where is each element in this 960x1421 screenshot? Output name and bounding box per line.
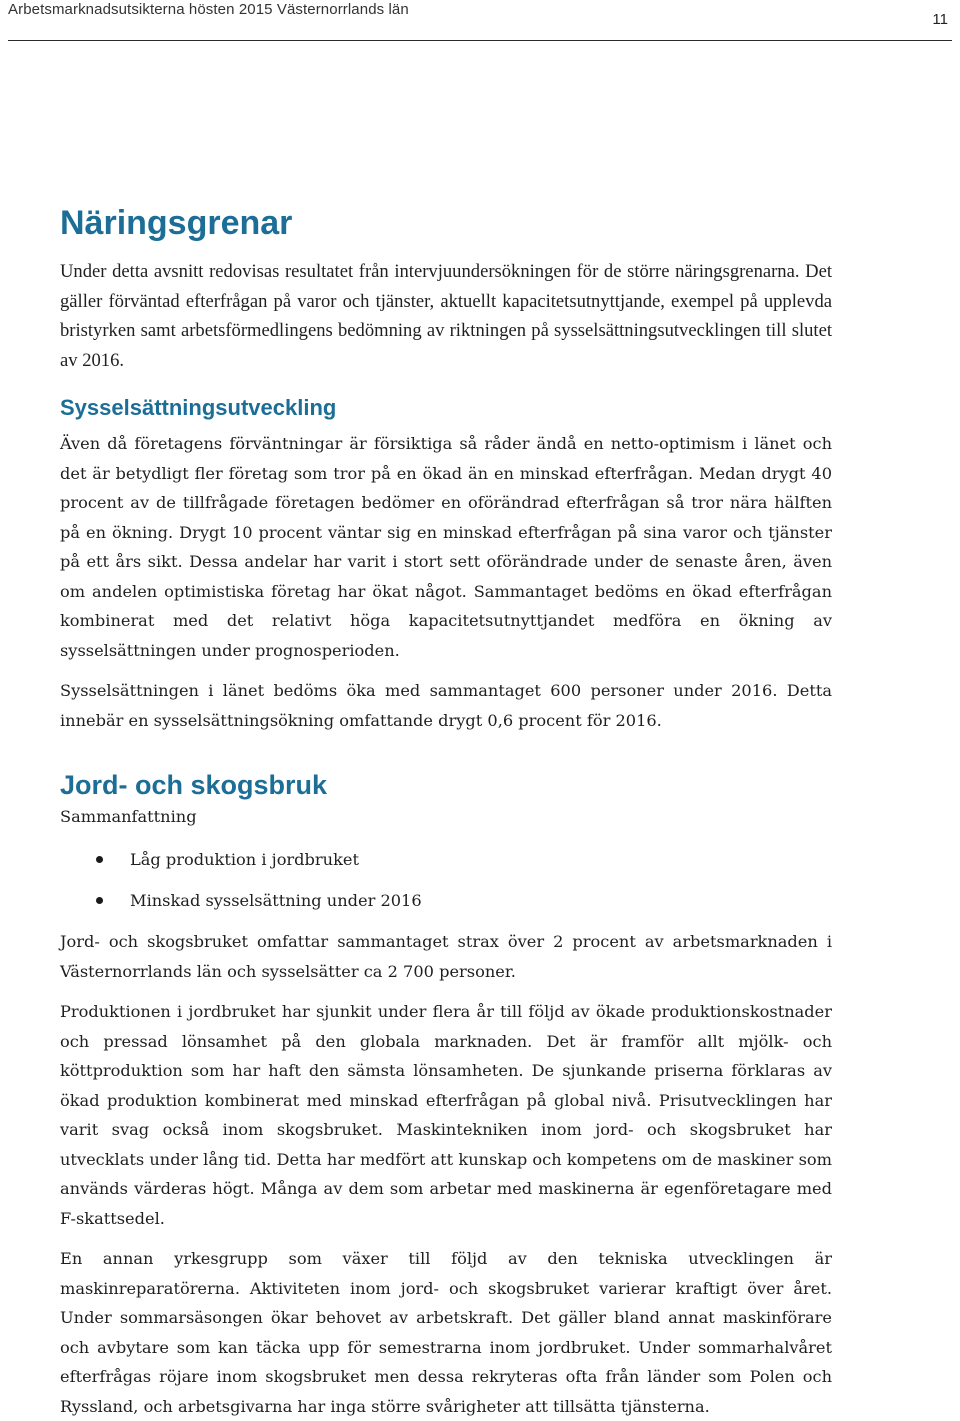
- summary-bullet-list: [60, 845, 832, 915]
- bullet-item: [60, 845, 832, 874]
- employment-heading: Sysselsättningsutveckling: [60, 395, 337, 420]
- running-header: [8, 0, 952, 41]
- bullet-item: [60, 886, 832, 915]
- page-content: [60, 198, 832, 1421]
- intro-paragraph: Under detta avsnitt redovisas resultatet från intervjuundersökningen för de större näringsgrenarna. Det gäller förväntad efterfrågan på varor och tjänster, aktuellt kapacitetsutnyttjande, exempel på upplevda bristyrken samt arbetsförmedlingens bedömning av riktningen på sysselsättningsutvecklingen till slutet av 2016.: [60, 261, 832, 371]
- agriculture-heading: Jord- och skogsbruk: [60, 770, 328, 800]
- agriculture-production-paragraph: Produktionen i jordbruket har sjunkit under flera år till följd av ökade produktionskostnader och pressad lönsamhet på den globala marknaden. Det är framför allt mjölk- och köttproduktion som har haft den sämsta lönsamheten. De sjunkande priserna förklaras av ökad produktion kombinerat med minskad efterfrågan på global nivå. Prisutvecklingen har varit svag också inom skogsbruket. Maskintekniken inom jord- och skogsbruket har utvecklats under lång tid. Detta har medfört att kunskap och kompetens om de maskiner som används värderas högt. Många av dem som arbetar med maskinerna är egenföretagare med F-skattsedel.: [60, 1002, 832, 1228]
- bullet-icon: [96, 897, 103, 904]
- agriculture-overview-paragraph: Jord- och skogsbruket omfattar sammantaget strax över 2 procent av arbetsmarknaden i Västernorrlands län och sysselsätter ca 2 700 personer.: [60, 932, 832, 981]
- page-number: 11: [932, 11, 948, 28]
- running-title: Arbetsmarknadsutsikterna hösten 2015 Västernorrlands län: [8, 1, 409, 18]
- employment-forecast-paragraph: Sysselsättningen i länet bedöms öka med sammantaget 600 personer under 2016. Detta innebär en sysselsättningsökning omfattande drygt 0,6 procent för 2016.: [60, 681, 832, 730]
- employment-paragraph: Även då företagens förväntningar är försiktiga så råder ändå en netto-optimism i länet och det är betydligt fler företag som tror på en ökad än en minskad efterfrågan. Medan drygt 40 procent av de tillfrågade företagen bedömer en oförändrad efterfrågan så tror nära hälften på en ökning. Drygt 10 procent väntar sig en minskad efterfrågan på sina varor och tjänster på ett års sikt. Dessa andelar har varit i stort sett oförändrade under de senaste åren, även om andelen optimistiska företag har ökat något. Sammantaget bedöms en ökad efterfrågan kombinerat med det relativt höga kapacitetsutnyttjandet medföra en ökning av sysselsättningen under prognosperioden.: [60, 434, 832, 660]
- bullet-text: Låg produktion i jordbruket: [130, 850, 359, 869]
- bullet-icon: [96, 856, 103, 863]
- section-title: Näringsgrenar: [60, 204, 293, 242]
- agriculture-workforce-paragraph: En annan yrkesgrupp som växer till följd av den tekniska utvecklingen är maskinreparatörerna. Aktiviteten inom jord- och skogsbruket varierar kraftigt över året. Under sommarsäsongen ökar behovet av arbetskraft. Det gäller bland annat maskinförare och avbytare som kan täcka upp för semestrarna inom jordbruket. Under sommarhalvåret efterfrågas röjare inom skogsbruket men dessa rekryteras ofta från länder som Polen och Ryssland, och arbetsgivarna har inga större svårigheter att tillsätta tjänsterna.: [60, 1249, 832, 1416]
- bullet-text: Minskad sysselsättning under 2016: [130, 891, 422, 910]
- summary-label: Sammanfattning: [60, 807, 197, 826]
